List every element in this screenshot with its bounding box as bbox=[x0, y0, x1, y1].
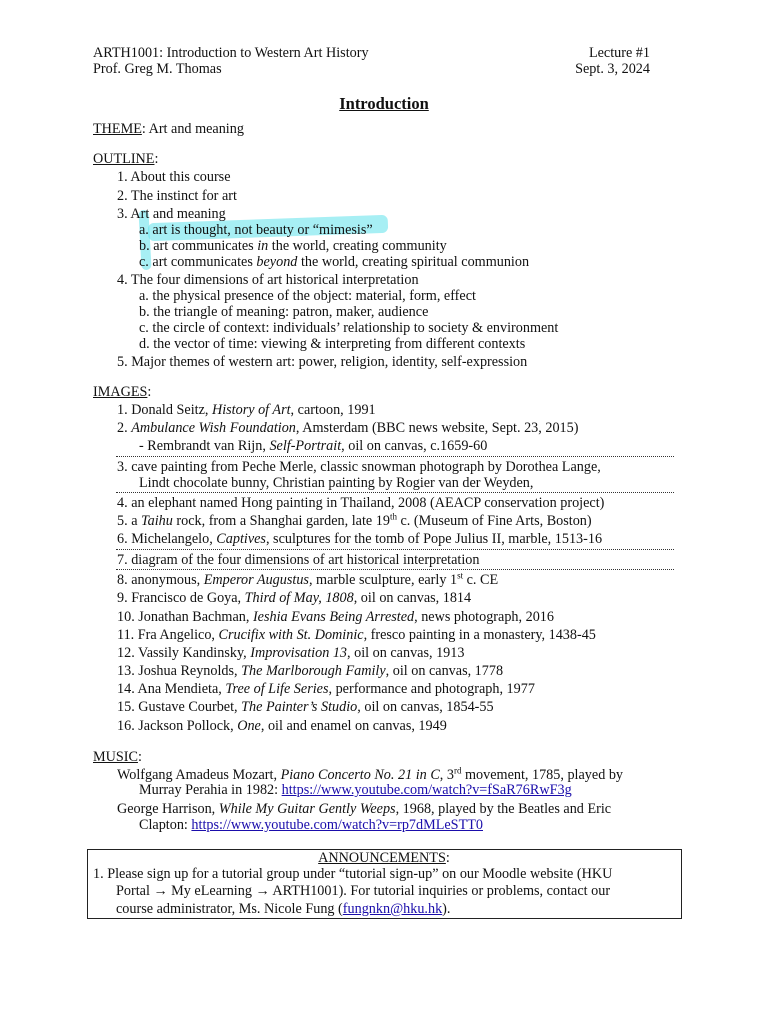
professor-name: Prof. Greg M. Thomas bbox=[93, 61, 222, 77]
outline-item: 1. About this course bbox=[117, 169, 231, 185]
announcement-line: Portal → My eLearning → ARTH1001). For tutorial inquiries or problems, contact our bbox=[116, 883, 611, 899]
outline-subitem: b. art communicates in the world, creating community bbox=[139, 238, 447, 254]
outline-item: 2. The instinct for art bbox=[117, 188, 237, 204]
images-heading: IMAGES: bbox=[93, 384, 152, 400]
image-item: 4. an elephant named Hong painting in Thailand, 2008 (AEACP conservation project) bbox=[117, 495, 605, 511]
lecture-number: Lecture #1 bbox=[588, 45, 650, 61]
outline-item: 5. Major themes of western art: power, religion, identity, self-expression bbox=[117, 354, 528, 370]
arrow-icon: → bbox=[153, 883, 168, 899]
image-item: 12. Vassily Kandinsky, Improvisation 13, oil on canvas, 1913 bbox=[117, 645, 465, 661]
image-item: 8. anonymous, Emperor Augustus, marble sculpture, early 1st c. CE bbox=[117, 570, 499, 588]
outline-item: 4. The four dimensions of art historical interpretation bbox=[117, 272, 419, 288]
image-item: 15. Gustave Courbet, The Painter’s Studio, oil on canvas, 1854-55 bbox=[117, 699, 494, 715]
music-heading: MUSIC: bbox=[93, 749, 142, 765]
outline-item: 3. Art and meaning bbox=[117, 206, 226, 222]
announcements-heading: ANNOUNCEMENTS: bbox=[318, 850, 450, 866]
music-item: Murray Perahia in 1982: https://www.youtube.com/watch?v=fSaR76RwF3g bbox=[139, 782, 572, 798]
arrow-icon: → bbox=[255, 883, 270, 899]
image-item: 7. diagram of the four dimensions of art historical interpretation bbox=[117, 552, 480, 568]
image-item: 16. Jackson Pollock, One, oil and enamel on canvas, 1949 bbox=[117, 718, 447, 734]
dotted-divider bbox=[116, 569, 674, 570]
outline-heading: OUTLINE: bbox=[93, 151, 159, 167]
page-title: Introduction bbox=[339, 94, 429, 113]
course-title: ARTH1001: Introduction to Western Art History bbox=[93, 45, 369, 61]
music-item: George Harrison, While My Guitar Gently Weeps, 1968, played by the Beatles and Eric bbox=[117, 801, 612, 817]
outline-subitem: c. the circle of context: individuals’ relationship to society & environment bbox=[139, 320, 559, 336]
lecture-date: Sept. 3, 2024 bbox=[575, 61, 650, 77]
outline-subitem: d. the vector of time: viewing & interpreting from different contexts bbox=[139, 336, 526, 352]
image-item: 5. a Taihu rock, from a Shanghai garden, late 19th c. (Museum of Fine Arts, Boston) bbox=[117, 511, 592, 529]
theme-text: : Art and meaning bbox=[141, 121, 244, 137]
music-item: Wolfgang Amadeus Mozart, Piano Concerto No. 21 in C, 3rd movement, 1785, played by bbox=[117, 765, 624, 783]
youtube-link-mozart[interactable]: https://www.youtube.com/watch?v=fSaR76RwF3g bbox=[281, 782, 572, 798]
theme-line bbox=[93, 121, 244, 137]
image-item: 9. Francisco de Goya, Third of May, 1808, oil on canvas, 1814 bbox=[117, 590, 472, 606]
theme-label: THEME bbox=[93, 121, 142, 137]
image-item: Lindt chocolate bunny, Christian painting by Rogier van der Weyden, bbox=[139, 475, 534, 491]
announcement-line: course administrator, Ms. Nicole Fung (fungnkn@hku.hk). bbox=[116, 901, 451, 917]
outline-subitem: b. the triangle of meaning: patron, maker, audience bbox=[139, 304, 429, 320]
announcement-line: 1. Please sign up for a tutorial group under “tutorial sign-up” on our Moodle website (HKU bbox=[93, 866, 613, 882]
outline-subitem: a. the physical presence of the object: material, form, effect bbox=[139, 288, 476, 304]
image-item: - Rembrandt van Rijn, Self-Portrait, oil on canvas, c.1659-60 bbox=[139, 438, 488, 454]
image-item: 3. cave painting from Peche Merle, classic snowman photograph by Dorothea Lange, bbox=[117, 459, 601, 475]
music-item: Clapton: https://www.youtube.com/watch?v=rp7dMLeSTT0 bbox=[139, 817, 483, 833]
image-item: 11. Fra Angelico, Crucifix with St. Dominic, fresco painting in a monastery, 1438-45 bbox=[117, 627, 596, 643]
youtube-link-harrison[interactable]: https://www.youtube.com/watch?v=rp7dMLeSTT0 bbox=[191, 817, 483, 833]
image-item: 13. Joshua Reynolds, The Marlborough Family, oil on canvas, 1778 bbox=[117, 663, 504, 679]
email-link[interactable]: fungnkn@hku.hk bbox=[342, 901, 443, 917]
image-item: 1. Donald Seitz, History of Art, cartoon, 1991 bbox=[117, 402, 376, 418]
outline-subitem: c. art communicates beyond the world, creating spiritual communion bbox=[139, 254, 530, 270]
image-item: 14. Ana Mendieta, Tree of Life Series, performance and photograph, 1977 bbox=[117, 681, 535, 697]
dotted-divider bbox=[116, 549, 674, 550]
dotted-divider bbox=[116, 492, 674, 493]
image-item: 6. Michelangelo, Captives, sculptures for the tomb of Pope Julius II, marble, 1513-16 bbox=[117, 531, 603, 547]
image-item: 2. Ambulance Wish Foundation, Amsterdam (BBC news website, Sept. 23, 2015) bbox=[117, 420, 579, 436]
outline-label: OUTLINE bbox=[93, 151, 155, 167]
outline-subitem: a. art is thought, not beauty or “mimesis” bbox=[139, 222, 373, 238]
image-item: 10. Jonathan Bachman, Ieshia Evans Being Arrested, news photograph, 2016 bbox=[117, 609, 554, 625]
dotted-divider bbox=[116, 456, 674, 457]
